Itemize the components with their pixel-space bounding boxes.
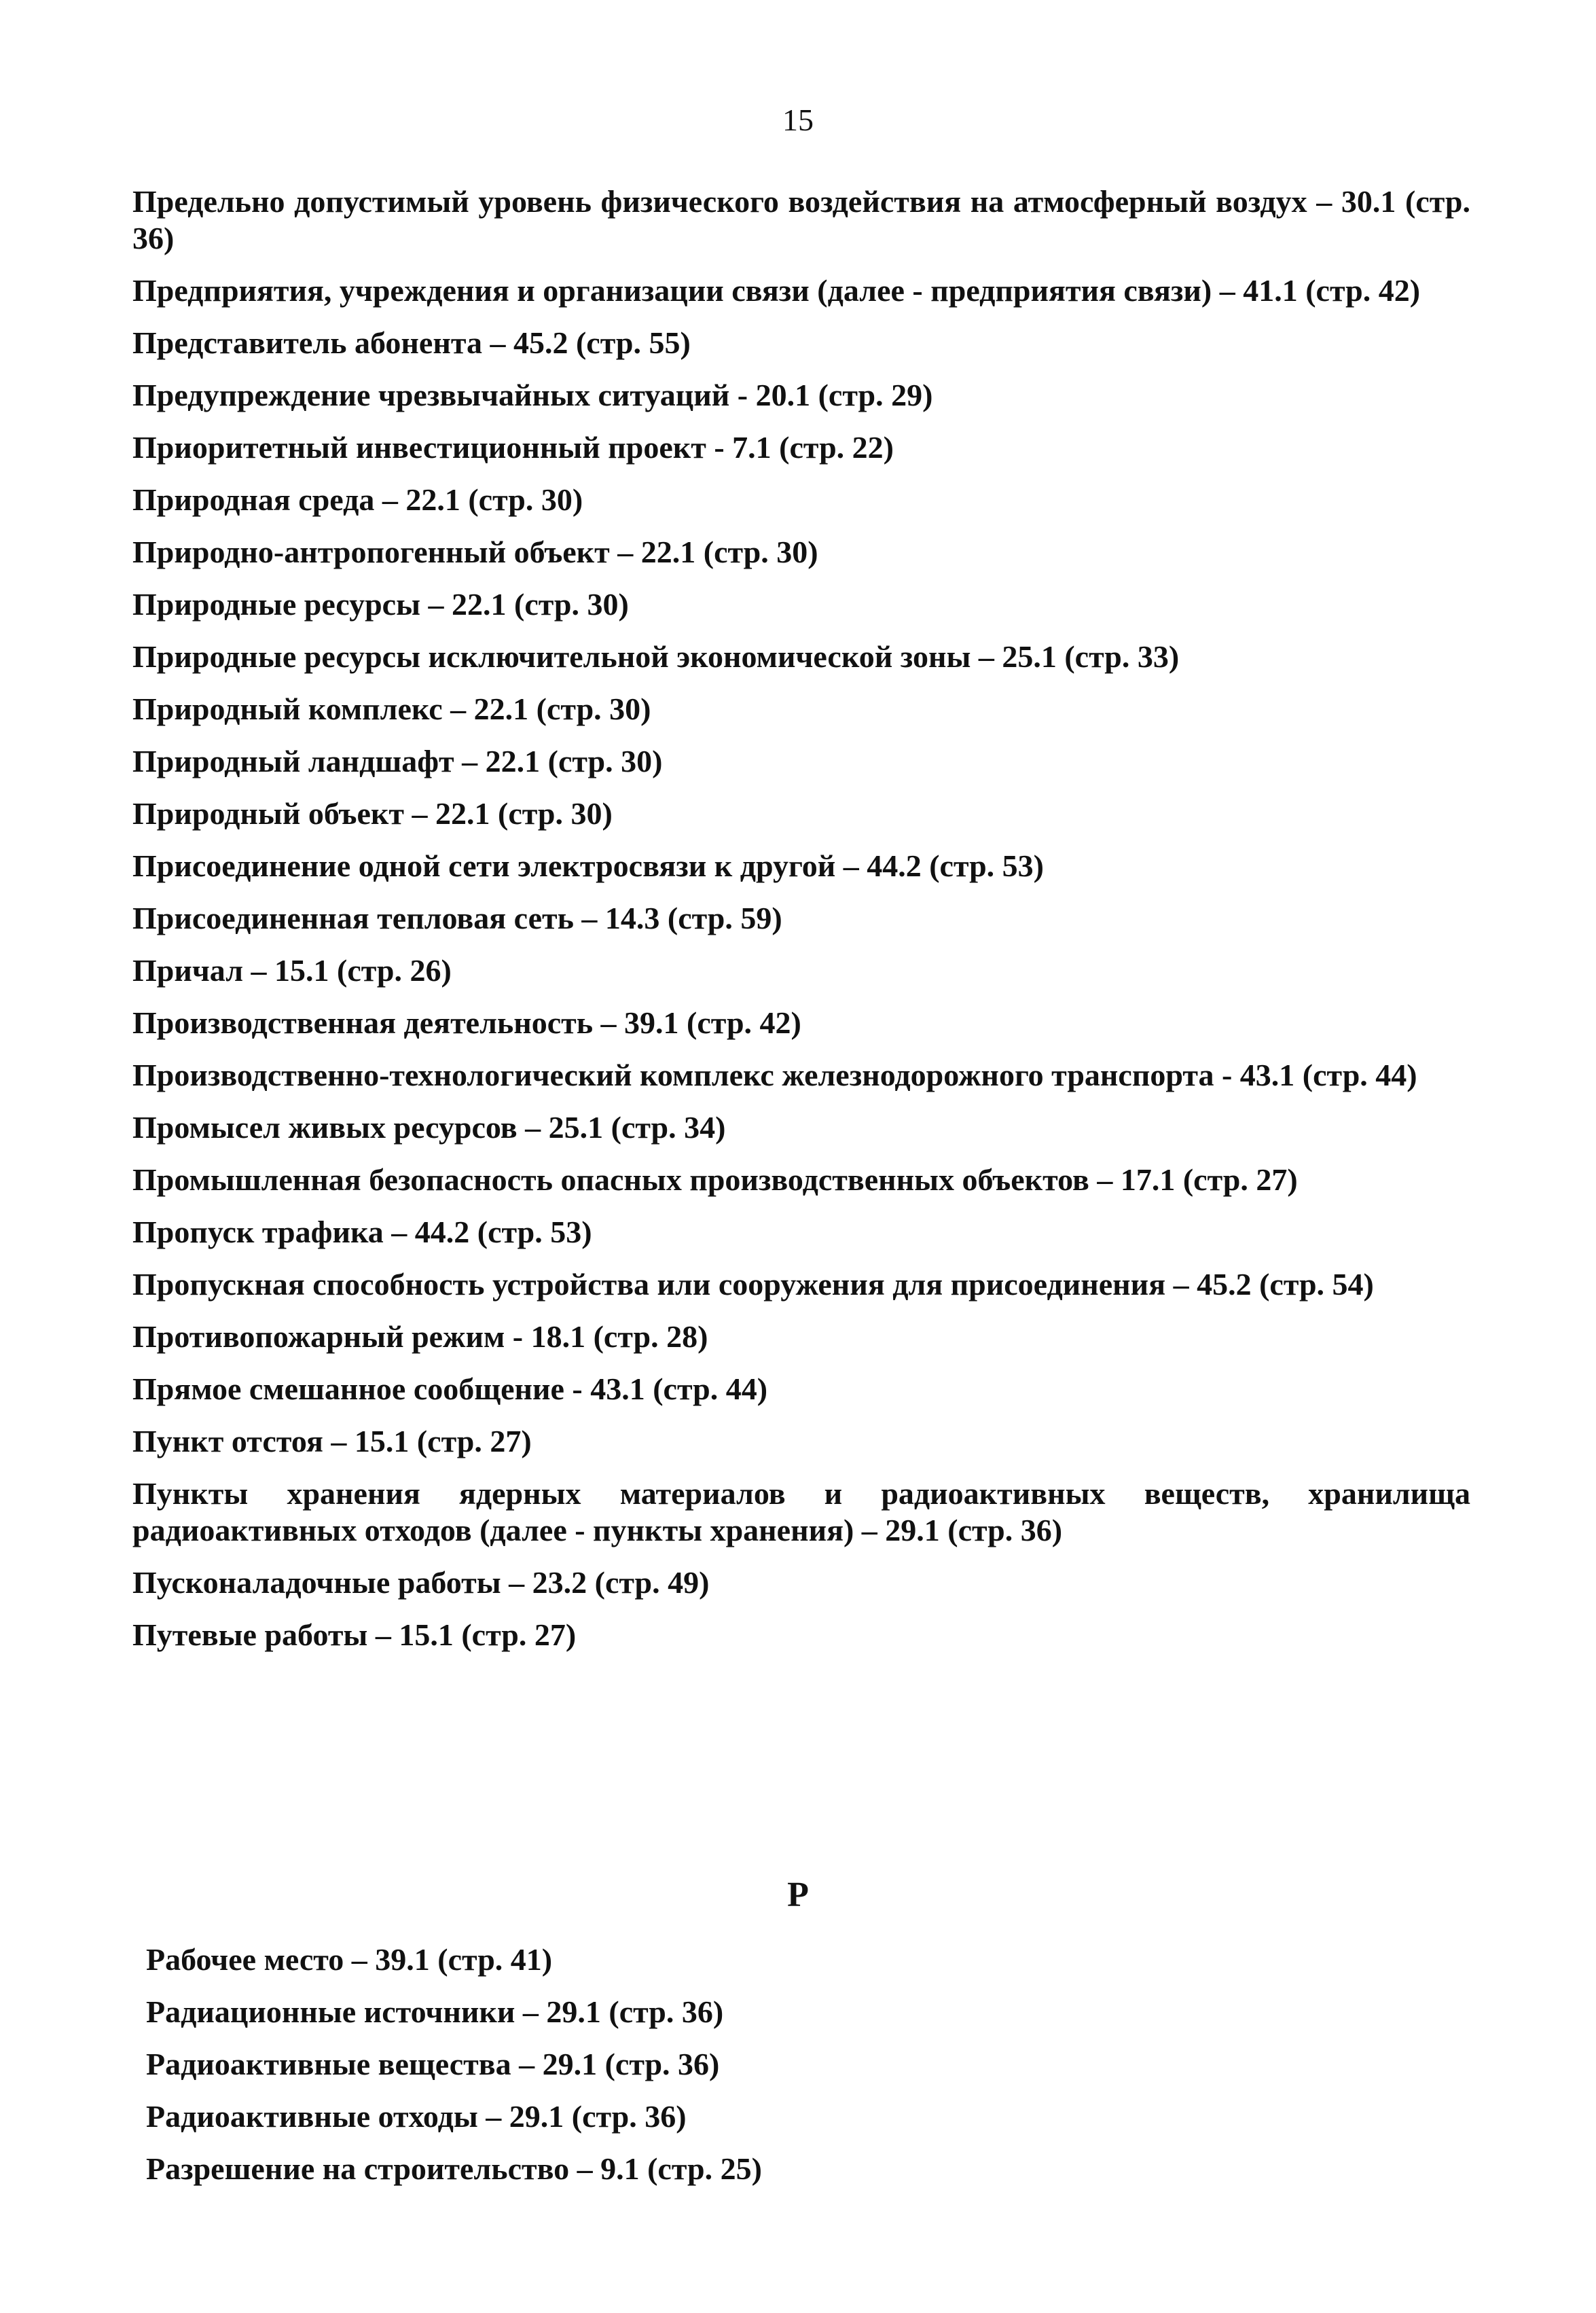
index-entry: Радиоактивные вещества – 29.1 (стр. 36)	[146, 2047, 720, 2081]
index-entry: Прямое смешанное сообщение - 43.1 (стр. 44)	[132, 1371, 768, 1406]
index-entry: Противопожарный режим - 18.1 (стр. 28)	[132, 1319, 708, 1354]
index-entry: Природная среда – 22.1 (стр. 30)	[132, 482, 583, 517]
index-entry: Рабочее место – 39.1 (стр. 41)	[146, 1942, 553, 1977]
index-entry: Предупреждение чрезвычайных ситуаций - 20.1 (стр. 29)	[132, 378, 933, 412]
index-entry: Природные ресурсы исключительной экономической зоны – 25.1 (стр. 33)	[132, 639, 1180, 674]
index-entry: Предприятия, учреждения и организации связи (далее - предприятия связи) – 41.1 (стр. 42)	[132, 273, 1421, 308]
index-entry: Природно-антропогенный объект – 22.1 (стр. 30)	[132, 535, 818, 569]
index-entry: Производственно-технологический комплекс железнодорожного транспорта - 43.1 (стр. 44)	[132, 1058, 1417, 1092]
page-number: 15	[782, 103, 814, 137]
index-entry: Промышленная безопасность опасных производственных объектов – 17.1 (стр. 27)	[132, 1162, 1298, 1197]
index-entry: Природные ресурсы – 22.1 (стр. 30)	[132, 587, 629, 622]
index-entry: Природный объект – 22.1 (стр. 30)	[132, 796, 613, 831]
index-entry: Радиоактивные отходы – 29.1 (стр. 36)	[146, 2099, 687, 2134]
index-entries-r	[146, 1941, 1470, 2203]
index-entry: Пункты хранения ядерных материалов и радиоактивных веществ, хранилища радиоактивных отходов (далее - пункты хранения) – 29.1 (стр. 36)	[132, 1476, 1470, 1547]
index-entry: Пункт отстоя – 15.1 (стр. 27)	[132, 1424, 532, 1458]
index-entry: Пропуск трафика – 44.2 (стр. 53)	[132, 1215, 592, 1249]
index-entry: Пусконаладочные работы – 23.2 (стр. 49)	[132, 1565, 710, 1600]
section-letter-heading: Р	[787, 1876, 809, 1914]
index-entry: Приоритетный инвестиционный проект - 7.1 (стр. 22)	[132, 430, 894, 465]
index-entry: Представитель абонента – 45.2 (стр. 55)	[132, 325, 691, 360]
index-entry: Промысел живых ресурсов – 25.1 (стр. 34)	[132, 1110, 726, 1145]
index-entry: Радиационные источники – 29.1 (стр. 36)	[146, 1994, 724, 2029]
index-entry: Присоединенная тепловая сеть – 14.3 (стр. 59)	[132, 901, 782, 935]
index-entry: Предельно допустимый уровень физического воздействия на атмосферный воздух – 30.1 (стр. 36)	[132, 184, 1470, 255]
index-entry: Природный ландшафт – 22.1 (стр. 30)	[132, 744, 663, 778]
index-entry: Причал – 15.1 (стр. 26)	[132, 953, 452, 988]
index-entry: Разрешение на строительство – 9.1 (стр. 25)	[146, 2151, 762, 2186]
index-entry: Производственная деятельность – 39.1 (стр. 42)	[132, 1005, 801, 1040]
index-entries-p	[132, 183, 1470, 1669]
index-entry: Природный комплекс – 22.1 (стр. 30)	[132, 692, 651, 726]
index-entry: Путевые работы – 15.1 (стр. 27)	[132, 1617, 577, 1652]
index-entry: Пропускная способность устройства или сооружения для присоединения – 45.2 (стр. 54)	[132, 1267, 1374, 1302]
index-entry: Присоединение одной сети электросвязи к другой – 44.2 (стр. 53)	[132, 848, 1044, 883]
